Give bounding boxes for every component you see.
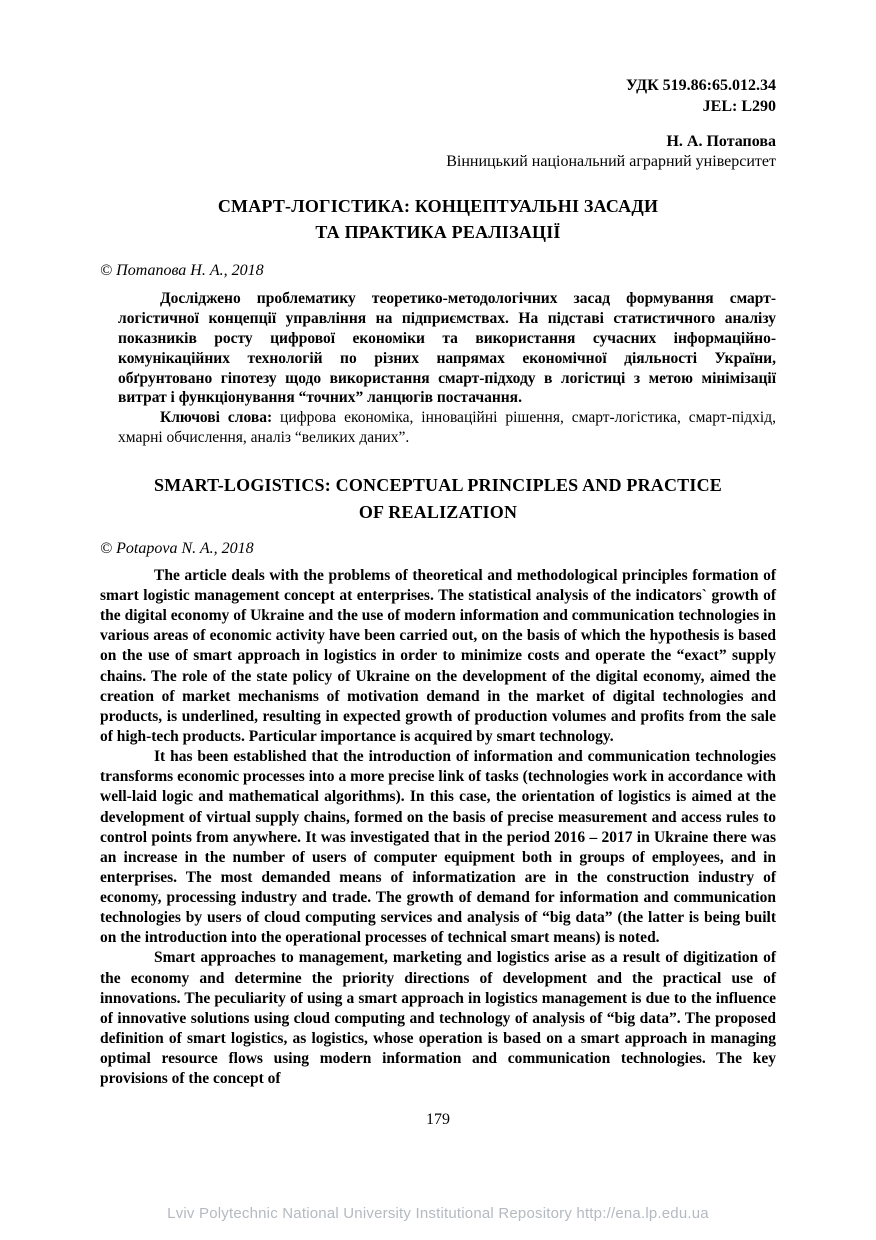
copyright-en: © Potapova N. A., 2018 bbox=[100, 539, 254, 557]
keywords-ua bbox=[118, 408, 776, 448]
classification-codes bbox=[100, 76, 776, 118]
author-affiliation: Вінницький національний аграрний університет bbox=[446, 153, 776, 171]
abstract-en-paragraph-1: The article deals with the problems of theoretical and methodological principles formation of smart logistic management concept at enterprises. The statistical analysis of the indicators` growth of the digital economy of Ukraine and the use of modern information and communication technologies in various areas of economic activity have been carried out, on the basis of which the hypothesis is based on the use of smart approach in logistics in order to minimize costs and operate the “exact” supply chains. The role of the state policy of Ukraine on the development of the digital economy, aimed the creation of market mechanisms of motivation demand in the market of digital technologies and products, is underlined, resulting in expected growth of production volumes and profits from the sale of high-tech products. Particular importance is acquired by smart technology. bbox=[100, 566, 776, 745]
jel-code: JEL: L290 bbox=[702, 97, 776, 115]
title-en-line2: OF REALIZATION bbox=[358, 501, 518, 522]
copyright-ua: © Потапова Н. А., 2018 bbox=[100, 262, 264, 280]
abstract-en-paragraph-3: Smart approaches to management, marketing and logistics arise as a result of digitization of the economy and determine the priority directions of development and the practical use of innovations. The peculiarity of using a smart approach in logistics management is due to the influence of innovative solutions using cloud computing and technology of analysis of “big data”. The proposed definition of smart logistics, as logistics, whose operation is based on a smart approach in managing optimal resource flows using modern information and communication technologies. The key provisions of the concept of bbox=[100, 949, 776, 1088]
title-ua-line1: СМАРТ-ЛОГІСТИКА: КОНЦЕПТУАЛЬНІ ЗАСАДИ bbox=[217, 196, 659, 217]
keywords-text: цифрова економіка, інноваційні рішення, смарт-логістика, смарт-підхід, хмарні обчислення, аналіз “великих даних”. bbox=[118, 409, 776, 447]
title-en bbox=[100, 472, 776, 524]
title-ua-line2: ТА ПРАКТИКА РЕАЛІЗАЦІЇ bbox=[315, 222, 561, 243]
title-ua bbox=[100, 193, 776, 245]
keywords-label: Ключові слова: bbox=[160, 409, 273, 427]
title-en-line1: SMART-LOGISTICS: CONCEPTUAL PRINCIPLES AND PRACTICE bbox=[154, 475, 722, 496]
author-block bbox=[100, 132, 776, 174]
page-number: 179 bbox=[426, 1111, 450, 1129]
repository-footer: Lviv Polytechnic National University Institutional Repository http://ena.lp.edu.ua bbox=[167, 1205, 709, 1222]
abstract-en-paragraph-2: It has been established that the introduction of information and communication technologies transforms economic processes into a more precise link of tasks (technologies work in accordance with well-laid logic and mathematical algorithms). In this case, the orientation of logistics is aimed at the development of virtual supply chains, formed on the basis of precise measurement and access rules to control points from anywhere. It was investigated that in the period 2016 – 2017 in Ukraine there was an increase in the number of users of computer equipment both in groups of employees, and in enterprises. The most demanded means of informatization are in the construction industry of economy, processing industry and trade. The growth of demand for information and communication technologies by users of cloud computing services and analysis of “big data” (the latter is being built on the introduction into the operational processes of technical smart means) is noted. bbox=[100, 748, 776, 947]
author-name: Н. А. Потапова bbox=[666, 132, 776, 150]
abstract-ua: Досліджено проблематику теоретико-методологічних засад формування смарт-логістичної концепції управління на підприємствах. На підставі статистичного аналізу показників росту цифрової економіки та використання сучасних інформаційно-комунікаційних технологій по різних напрямах економічної діяльності України, обґрунтовано гіпотезу щодо використання смарт-підходу в логістиці з метою мінімізації витрат і функціонування “точних” ланцюгів постачання. bbox=[118, 289, 776, 407]
udk-code: УДК 519.86:65.012.34 bbox=[625, 77, 776, 94]
